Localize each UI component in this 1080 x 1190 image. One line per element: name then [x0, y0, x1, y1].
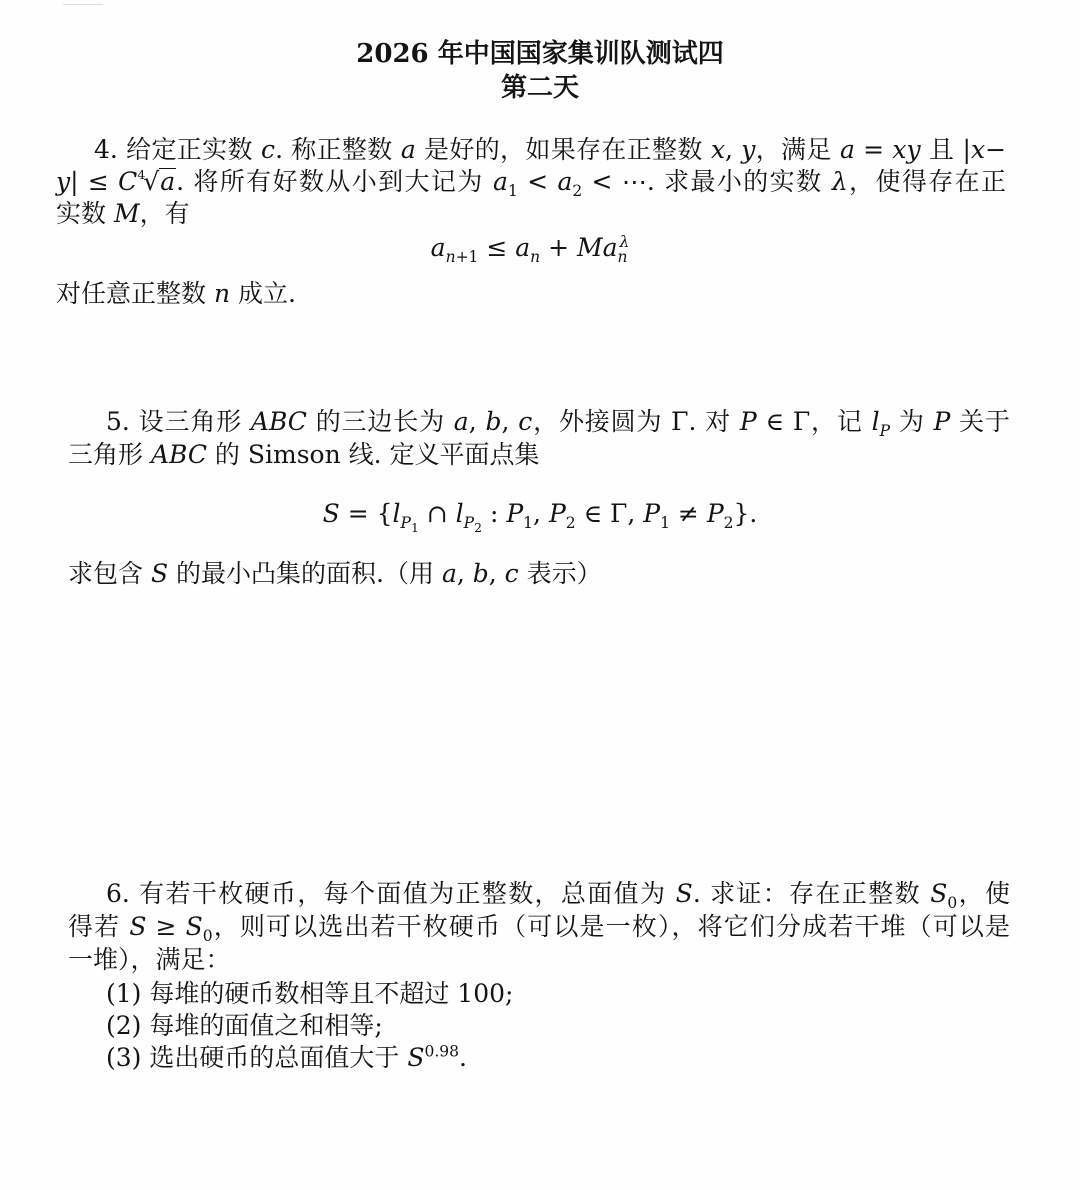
problem-6-line-1: 6. 有若干枚硬币，每个面值为正整数，总面值为 S. 求证：存在正整数 $S_0$，使	[68, 878, 1010, 910]
problem-6-condition-3: (3) 选出硬币的总面值大于 $S^{0.98}$.	[106, 1042, 467, 1072]
problem-5-display-formula: $S = \{l_{P_1}$ ∩ $l_{P_2}$ : $P_1$, $P_2$ ∈ Γ, $P_1 \ne P_2$}.	[322, 499, 758, 536]
problem-6-condition-1: (1) 每堆的硬币数相等且不超过 100;	[106, 979, 514, 1008]
problem-4-display-formula: $a_{n+1} \le a_n + Ma_n^\lambda$	[430, 232, 630, 266]
problem-5-line-3: 求包含 S 的最小凸集的面积.（用 a, b, c 表示）	[68, 559, 602, 588]
problem-6-line-2: 得若 $S \ge S_0$，则可以选出若干枚硬币（可以是一枚），将它们分成若干堆（可以是	[68, 912, 1010, 945]
problem-5-line-2: 三角形 ABC 的 Simson 线. 定义平面点集	[68, 440, 540, 469]
problem-4-line-3: 实数 M，有	[56, 199, 190, 228]
page-corner-mark	[63, 0, 106, 5]
problem-5-number: 5.	[106, 407, 130, 436]
problem-4-line-2: $y| \le C^4√a$. 将所有好数从小到大记为 $a_1 < a_2$ < ⋯. 求最小的实数 λ，使得存在正	[56, 166, 1007, 200]
problem-6-condition-2: (2) 每堆的面值之和相等;	[106, 1011, 383, 1040]
problem-6-number: 6.	[106, 879, 130, 908]
problem-4-line-4: 对任意正整数 n 成立.	[56, 279, 296, 308]
problem-4-line-1: 4. 给定正实数 c. 称正整数 a 是好的，如果存在正整数 x, y，满足 a = xy 且 |x−	[56, 134, 1006, 166]
problem-6-line-3: 一堆），满足：	[68, 945, 231, 974]
problem-5-line-1: 5. 设三角形 ABC 的三边长为 a, b, c，外接圆为 Γ. 对 P ∈ Γ，记 $l_P$ 为 P 关于	[68, 406, 1010, 438]
problem-4-number: 4.	[94, 135, 118, 164]
document-title: 2026 年中国国家集训队测试四	[356, 39, 724, 69]
document-subtitle: 第二天	[500, 73, 579, 103]
